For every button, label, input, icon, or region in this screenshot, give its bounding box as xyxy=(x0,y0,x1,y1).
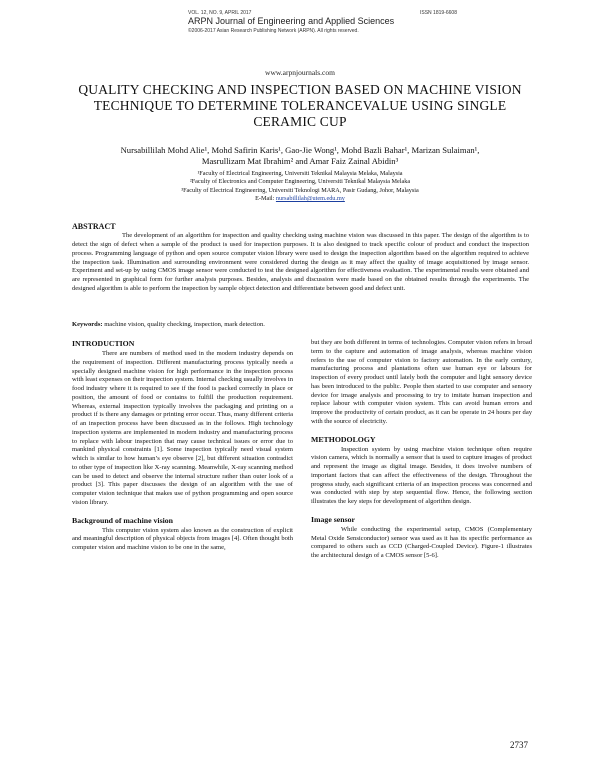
volume-info: VOL. 12, NO. 9, APRIL 2017 xyxy=(188,10,252,16)
keywords-text: machine vision, quality checking, inspection, mark detection. xyxy=(102,321,265,328)
paper-title: QUALITY CHECKING AND INSPECTION BASED ON MACHINE VISION TECHNIQUE TO DETERMINE TOLERANCEVALUE USING SINGLE CERAMIC CUP xyxy=(78,82,522,129)
right-column xyxy=(311,339,532,561)
methodology-heading: METHODOLOGY xyxy=(311,434,376,444)
image-sensor-heading: Image sensor xyxy=(311,514,355,524)
journal-url: www.arpnjournals.com xyxy=(265,68,335,77)
background-heading: Background of machine vision xyxy=(72,515,174,525)
email-line xyxy=(60,195,540,203)
issn: ISSN 1819-6608 xyxy=(420,10,457,16)
keywords-label: Keywords: xyxy=(72,321,103,328)
introduction-heading: INTRODUCTION xyxy=(72,339,135,348)
continuation-paragraph: but they are both different in terms of technologies. Computer vision refers in broad term to the capture and automation of image analysis, whereas machine vision refers to the use of computer vision to factory automation. In the early century, manufacturing process and plantations often use human eye or labours for inspection of every product until lately both the computer and light sensory device has been introduced to the public. People then started to use computer and sensory device for image analysis and processing to try to imitate human inspection and replace labour with computer vision system. This can avoid human errors and improve the productivity of certain product, as it can be operate in 24 hours per day with the source of electricity. xyxy=(311,339,532,425)
page-number: 2737 xyxy=(510,740,528,750)
introduction-paragraph: There are numbers of method used in the modern industry depends on the requirement of inspection. Different manufacturing process typically needs a specially designed machine vision for high performance in the inspection process with least expenses on their inspection system. Internal checking usually involves in food industry where it is required to see if the food is packed correctly in place or position, the amount of food or contains to fulfill the production requirement. Whereas, external inspection typically involves the packaging and printing on a product if is there any damages or printing error occur. Thus, many different criteria of an inspection process have been discussed as in the follows. High technology inspection systems are implemented in modern industry and manufacturing process to replace with labour inspection that may cause technical issues or error due to mankind physical constraints [1]. Some inspection typically need visual system which is similar to how human’s eye observe [2], but different situation contradict to other type of inspection like X-ray scanning. Meanwhile, X-ray scanning method can be used to detect and observe the internal structure rather than outer look of a product [3]. This paper discusses the design of an algorithm with the use of computer vision technique that makes use of python programming and open source vision library. xyxy=(72,350,293,506)
keywords xyxy=(72,321,265,328)
left-column xyxy=(72,339,293,553)
affiliations xyxy=(60,170,540,203)
image-sensor-paragraph: While conducting the experimental setup, CMOS (Complementary Metal Oxide Sensiconductor) sensor was used as it has its specific performance as compared to others such as CCD (Charged-Coupled Device). Figure-1 illustrates the architectural design of a CMOS sensor [5-6]. xyxy=(311,525,532,559)
abstract-heading: ABSTRACT xyxy=(72,222,116,231)
background-paragraph: This computer vision system also known as the construction of explicit and meaningful description of physical objects from images [4]. Often thought both computer vision and machine vision to be one in the same, xyxy=(72,526,293,551)
affiliation-2: ²Faculty of Electronics and Computer Engineering, Universiti Teknikal Malaysia Melaka xyxy=(189,178,411,186)
email-label: E-Mail: xyxy=(255,194,276,202)
methodology-paragraph: Inspection system by using machine vision technique often require vision camera, which is normally a sensor that is used to capture images of product and represent the image as digital image. Besides, it does involve numbers of important factors that can affect the effectiveness of the design. Throughout the progress study, each significant criteria of an inspection process was concerned and was conducted with step by step sequential flow. Hence, the following section illustrates the key steps for development of algorithm design. xyxy=(311,445,532,505)
authors-line-2: Masrullizam Mat Ibrahim² and Amar Faiz Zainal Abidin³ xyxy=(201,156,399,166)
authors xyxy=(60,145,540,167)
abstract-text: The development of an algorithm for inspection and quality checking using machine vision was discussed in this paper. The design of the algorithm is to detect the sign of defect when a sample of the product is used for inspection purposes. It is also designed to track specific colour of product and conduct the inspection process. Programming language of python and open source computer vision library were used to design the inspection algorithm based on the algorithm required to achieve the inspection task. Illumination and surrounding environment were considered during the design as it may affect the quality of image acquisitioned by image sensor. Experiment and set-up by using CMOS image sensor were conducted to test the designed algorithm for effectiveness evaluation. The experimental results were obtained and are represented in graphical form for further analysis purposes. Besides, analysis and discussion were made based on the obtained results through the experiments. The designed algorithm is able to perform the inspection by sample object detection and differentiate between good and defect unit. xyxy=(72,232,529,293)
email-link[interactable]: nursabillilah@utem.edu.my xyxy=(275,194,345,202)
affiliation-3: ³Faculty of Electrical Engineering, Universiti Teknologi MARA, Pasir Gudang, Johor, Malaysia xyxy=(181,186,419,194)
copyright: ©2006-2017 Asian Research Publishing Network (ARPN). All rights reserved. xyxy=(188,28,359,34)
authors-line-1: Nursabillilah Mohd Alie¹, Mohd Safirin Karis¹, Gao-Jie Wong¹, Mohd Bazli Bahar¹, Marizan Sulaiman¹, xyxy=(120,145,480,155)
journal-name: ARPN Journal of Engineering and Applied Sciences xyxy=(188,16,395,26)
affiliation-1: ¹Faculty of Electrical Engineering, Universiti Teknikal Malaysia Melaka, Malaysia xyxy=(197,170,403,177)
